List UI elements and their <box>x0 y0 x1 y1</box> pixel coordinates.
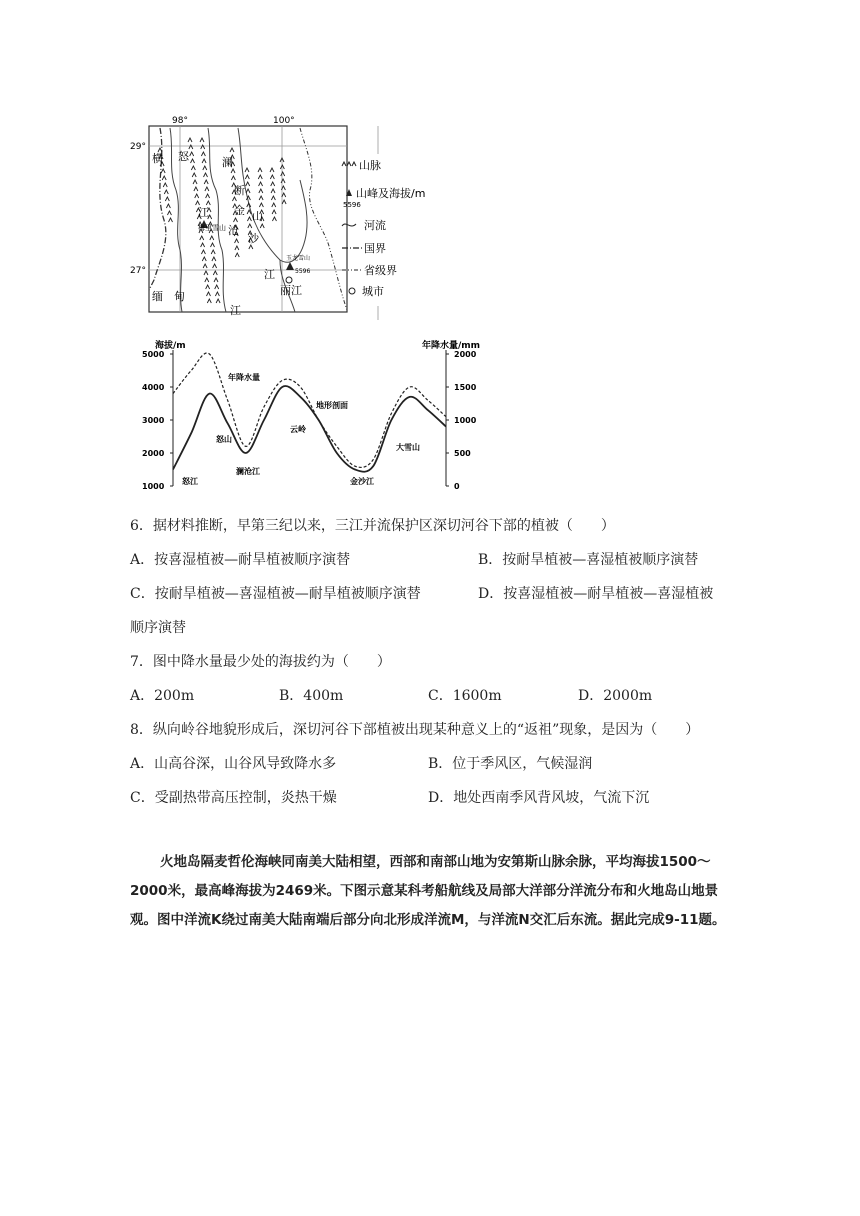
legend-peak-sub: 5596 <box>343 201 361 209</box>
q7-option-b[interactable]: B．400m <box>279 688 344 704</box>
terrain-precip-profile-chart <box>140 336 490 496</box>
left-tick-label: 3000 <box>142 416 165 425</box>
q7-option-d[interactable]: D．2000m <box>578 688 653 704</box>
q8-option-b[interactable]: B．位于季风区，气候湿润 <box>428 756 593 772</box>
left-tick-label: 2000 <box>142 449 165 458</box>
label-yulong-elev: 5596 <box>295 268 311 275</box>
left-tick-label: 5000 <box>142 350 165 359</box>
label-nu: 怒 <box>178 150 189 163</box>
left-tick-label: 4000 <box>142 383 165 392</box>
legend-city-icon <box>349 288 355 294</box>
legend-city-label: 城市 <box>362 285 384 298</box>
left-axis-title: 海拔/m <box>155 341 186 351</box>
q8-stem: 8．纵向岭谷地貌形成后，深切河谷下部植被出现某种意义上的“返祖”现象，是因为（ ） <box>130 722 700 738</box>
map-legend <box>342 159 425 298</box>
lon-label-98: 98° <box>172 116 188 126</box>
left-tick-label: 1000 <box>142 482 165 491</box>
right-tick-label: 1000 <box>454 416 477 425</box>
label-lijiang: 丽江 <box>280 284 302 297</box>
legend-peak-label: 山峰及海拔/m <box>356 187 426 200</box>
label-jiang-jinsha: 江 <box>264 268 275 281</box>
label-dian: 甸 <box>174 290 185 303</box>
label-cang: 沧 <box>228 224 239 237</box>
q7-stem: 7．图中降水量最少处的海拔约为（ ） <box>130 654 391 670</box>
right-axis-title: 年降水量/mm <box>422 341 481 351</box>
terrain-series-line <box>173 386 446 472</box>
legend-river-label: 河流 <box>364 219 386 232</box>
label-shan: 山 <box>252 210 263 223</box>
label-duan: 断 <box>234 184 245 197</box>
label-lan: 澜 <box>222 156 233 169</box>
right-axis-ticks <box>446 350 477 491</box>
label-terrain: 地形剖面 <box>316 401 348 410</box>
legend-provincial-border-label: 省级界 <box>364 264 397 277</box>
legend-national-border-label: 国界 <box>364 242 386 255</box>
lon-label-100: 100° <box>273 116 295 126</box>
label-jinsha: 金沙江 <box>350 477 374 486</box>
label-meili: 梅里雪山 <box>198 224 226 232</box>
label-jiang-lancang: 江 <box>230 304 241 317</box>
right-tick-label: 500 <box>454 449 471 458</box>
label-mian: 缅 <box>152 290 163 303</box>
right-tick-label: 1500 <box>454 383 477 392</box>
label-yulong: 玉龙雪山 <box>286 255 311 262</box>
q7-option-c[interactable]: C．1600m <box>428 688 502 704</box>
q6-option-a[interactable]: A．按喜湿植被—耐旱植被顺序演替 <box>130 552 351 568</box>
q6-option-d[interactable]: D．按喜湿植被—耐旱植被—喜湿植被 <box>478 586 714 602</box>
label-sha: 沙 <box>248 232 259 245</box>
label-nushan: 怒山 <box>216 435 232 444</box>
q8-option-d[interactable]: D．地处西南季风背风坡，气流下沉 <box>428 790 650 806</box>
three-rivers-map <box>130 110 450 325</box>
right-tick-label: 0 <box>454 482 460 491</box>
label-lancang: 澜沧江 <box>236 467 260 476</box>
q8-option-a[interactable]: A．山高谷深，山谷风导致降水多 <box>130 756 337 772</box>
q6-stem: 6．据材料推断，早第三纪以来，三江并流保护区深切河谷下部的植被（ ） <box>130 518 615 534</box>
label-nujiang: 怒江 <box>182 477 198 486</box>
q8-option-c[interactable]: C．受副热带高压控制，炎热干燥 <box>130 790 337 806</box>
lat-label-29: 29° <box>130 142 146 152</box>
label-yunling: 云岭 <box>290 425 306 434</box>
lijiang-city-icon <box>286 277 292 283</box>
label-daxueshan: 大雪山 <box>396 443 420 452</box>
legend-mountain-range-label: 山脉 <box>359 159 381 172</box>
q7-option-a[interactable]: A．200m <box>130 688 195 704</box>
q6-option-d-cont: 顺序演替 <box>130 620 186 636</box>
right-tick-label: 2000 <box>454 350 477 359</box>
passage-fuego: 火地岛隔麦哲伦海峡同南美大陆相望，西部和南部山地为安第斯山脉余脉，平均海拔1500～2000米，最高峰海拔为2469米。下图示意某科考船航线及局部大洋部分洋流分布和火地岛山地景观。图中洋流K绕过南美大陆南端后部分向北形成洋流M，与洋流N交汇后东流。据此完成9-11题。 <box>130 854 726 928</box>
label-precip: 年降水量 <box>228 373 260 382</box>
left-axis-ticks <box>142 350 173 491</box>
label-heng: 横 <box>152 152 163 165</box>
lat-label-27: 27° <box>130 266 146 276</box>
q6-option-b[interactable]: B．按耐旱植被—喜湿植被顺序演替 <box>478 552 699 568</box>
label-jiang-nu: 江 <box>198 206 209 219</box>
q6-option-c[interactable]: C．按耐旱植被—喜湿植被—耐旱植被顺序演替 <box>130 586 421 602</box>
label-jin: 金 <box>234 204 245 217</box>
